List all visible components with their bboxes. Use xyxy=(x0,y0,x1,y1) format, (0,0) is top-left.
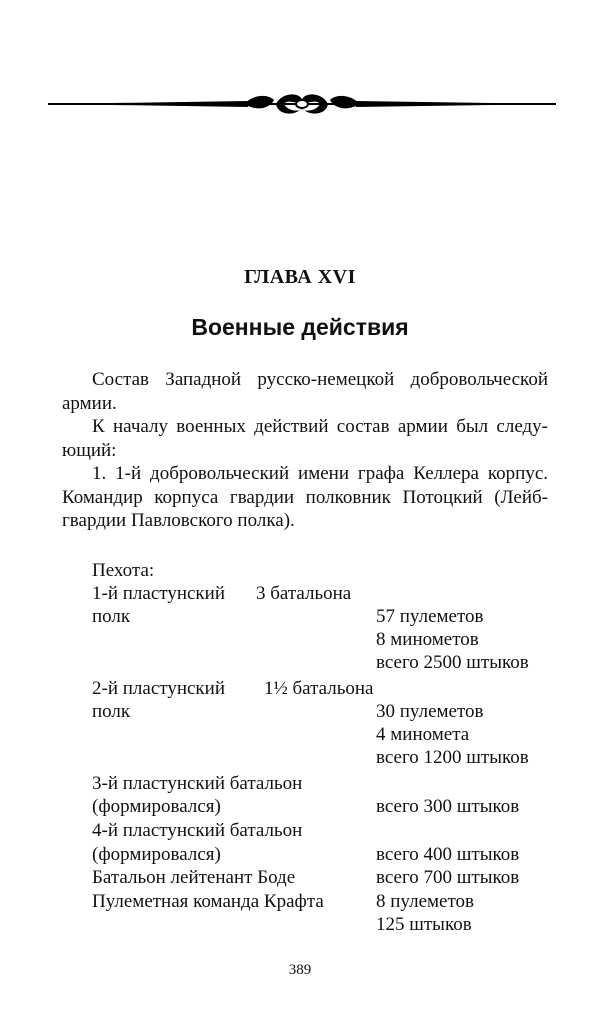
unit-name: 3-й пластунский батальон xyxy=(92,773,303,794)
unit-detail: всего 400 штыков xyxy=(376,844,520,865)
unit-name: 4-й пластунский батальон xyxy=(92,820,303,841)
unit-name: полк xyxy=(92,701,131,722)
chapter-title: Военные действия xyxy=(191,314,409,340)
unit-detail: всего 2500 штыков xyxy=(376,652,529,673)
paragraph-line: ющий: xyxy=(62,439,117,461)
unit-name: (формировался) xyxy=(92,844,221,865)
unit-detail: 30 пулеметов xyxy=(376,701,484,722)
unit-name: 1-й пластунский xyxy=(92,583,225,604)
unit-size: 3 батальона xyxy=(256,583,352,604)
paragraph-line: гвардии Павловского полка). xyxy=(62,510,295,531)
decorative-divider-ornament xyxy=(48,86,556,122)
paragraph-line: 1. 1-й добровольческий имени графа Келлера корпус. xyxy=(92,463,548,484)
unit-name: полк xyxy=(92,606,131,627)
unit-name: (формировался) xyxy=(92,796,221,817)
unit-detail: 57 пулеметов xyxy=(376,606,484,627)
body-text xyxy=(62,368,548,533)
unit-detail: всего 700 штыков xyxy=(376,867,520,888)
paragraph-line: армии. xyxy=(62,392,117,414)
unit-name: Батальон лейтенант Боде xyxy=(92,867,296,888)
unit-detail: 8 пулеметов xyxy=(376,891,474,912)
paragraph-line: К началу военных действий состав армии был следу- xyxy=(92,416,548,437)
chapter-heading: ГЛАВА XVI xyxy=(244,266,356,288)
unit-detail: 8 минометов xyxy=(376,629,479,650)
unit-size: 1½ батальона xyxy=(264,678,374,699)
unit-detail: 4 миномета xyxy=(376,724,470,745)
paragraph-line: Командир корпуса гвардии полковник Потоцкий (Лейб- xyxy=(62,486,548,508)
page-number: 389 xyxy=(288,962,312,978)
unit-detail: всего 1200 штыков xyxy=(376,747,529,768)
paragraph-line: Состав Западной русско-немецкой добровольческой xyxy=(92,369,548,390)
unit-name: 2-й пластунский xyxy=(92,678,225,699)
table-heading: Пехота: xyxy=(92,560,155,581)
unit-detail: всего 300 штыков xyxy=(376,796,520,817)
unit-name: Пулеметная команда Крафта xyxy=(92,891,324,912)
unit-detail: 125 штыков xyxy=(376,914,472,935)
